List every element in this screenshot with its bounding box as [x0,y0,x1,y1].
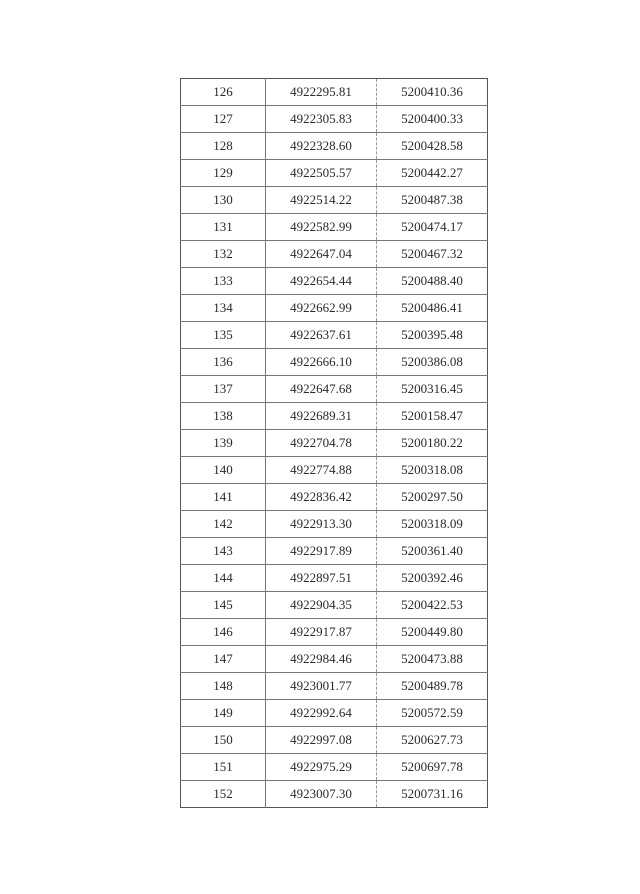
point-number-cell: 126 [181,79,266,106]
point-number-cell: 145 [181,592,266,619]
y-coordinate-cell: 5200410.36 [377,79,488,106]
y-coordinate-cell: 5200316.45 [377,376,488,403]
y-coordinate-cell: 5200361.40 [377,538,488,565]
x-coordinate-cell: 4922704.78 [266,430,377,457]
x-coordinate-cell: 4922774.88 [266,457,377,484]
y-coordinate-cell: 5200180.22 [377,430,488,457]
point-number-cell: 133 [181,268,266,295]
x-coordinate-cell: 4922582.99 [266,214,377,241]
y-coordinate-cell: 5200442.27 [377,160,488,187]
x-coordinate-cell: 4923001.77 [266,673,377,700]
y-coordinate-cell: 5200422.53 [377,592,488,619]
x-coordinate-cell: 4922836.42 [266,484,377,511]
point-number-cell: 147 [181,646,266,673]
x-coordinate-cell: 4922984.46 [266,646,377,673]
point-number-cell: 129 [181,160,266,187]
point-number-cell: 132 [181,241,266,268]
point-number-cell: 150 [181,727,266,754]
table-row [181,457,488,484]
point-number-cell: 131 [181,214,266,241]
table-row [181,619,488,646]
x-coordinate-cell: 4922305.83 [266,106,377,133]
point-number-cell: 128 [181,133,266,160]
point-number-cell: 152 [181,781,266,808]
table-row [181,79,488,106]
y-coordinate-cell: 5200489.78 [377,673,488,700]
table-row [181,430,488,457]
y-coordinate-cell: 5200318.09 [377,511,488,538]
y-coordinate-cell: 5200392.46 [377,565,488,592]
x-coordinate-cell: 4922897.51 [266,565,377,592]
y-coordinate-cell: 5200697.78 [377,754,488,781]
coordinate-table-body [181,79,488,808]
point-number-cell: 143 [181,538,266,565]
x-coordinate-cell: 4922328.60 [266,133,377,160]
table-row [181,646,488,673]
y-coordinate-cell: 5200467.32 [377,241,488,268]
point-number-cell: 136 [181,349,266,376]
x-coordinate-cell: 4922997.08 [266,727,377,754]
point-number-cell: 134 [181,295,266,322]
table-row [181,241,488,268]
table-row [181,160,488,187]
point-number-cell: 139 [181,430,266,457]
x-coordinate-cell: 4922666.10 [266,349,377,376]
coordinate-table [180,78,488,808]
table-row [181,322,488,349]
table-row [181,673,488,700]
point-number-cell: 127 [181,106,266,133]
table-row [181,268,488,295]
y-coordinate-cell: 5200474.17 [377,214,488,241]
y-coordinate-cell: 5200473.88 [377,646,488,673]
x-coordinate-cell: 4922904.35 [266,592,377,619]
table-row [181,133,488,160]
x-coordinate-cell: 4922975.29 [266,754,377,781]
x-coordinate-cell: 4922662.99 [266,295,377,322]
point-number-cell: 135 [181,322,266,349]
y-coordinate-cell: 5200428.58 [377,133,488,160]
x-coordinate-cell: 4922647.04 [266,241,377,268]
table-row [181,187,488,214]
x-coordinate-cell: 4922514.22 [266,187,377,214]
table-row [181,727,488,754]
y-coordinate-cell: 5200395.48 [377,322,488,349]
table-row [181,403,488,430]
y-coordinate-cell: 5200486.41 [377,295,488,322]
point-number-cell: 151 [181,754,266,781]
point-number-cell: 144 [181,565,266,592]
x-coordinate-cell: 4922992.64 [266,700,377,727]
x-coordinate-cell: 4922917.89 [266,538,377,565]
x-coordinate-cell: 4922637.61 [266,322,377,349]
point-number-cell: 146 [181,619,266,646]
table-row [181,349,488,376]
y-coordinate-cell: 5200386.08 [377,349,488,376]
x-coordinate-cell: 4922295.81 [266,79,377,106]
table-row [181,754,488,781]
table-row [181,538,488,565]
table-row [181,781,488,808]
y-coordinate-cell: 5200297.50 [377,484,488,511]
point-number-cell: 142 [181,511,266,538]
y-coordinate-cell: 5200487.38 [377,187,488,214]
y-coordinate-cell: 5200572.59 [377,700,488,727]
y-coordinate-cell: 5200488.40 [377,268,488,295]
table-row [181,484,488,511]
table-row [181,592,488,619]
x-coordinate-cell: 4922913.30 [266,511,377,538]
y-coordinate-cell: 5200449.80 [377,619,488,646]
point-number-cell: 130 [181,187,266,214]
table-row [181,376,488,403]
table-row [181,295,488,322]
y-coordinate-cell: 5200400.33 [377,106,488,133]
point-number-cell: 138 [181,403,266,430]
point-number-cell: 148 [181,673,266,700]
point-number-cell: 140 [181,457,266,484]
x-coordinate-cell: 4922505.57 [266,160,377,187]
x-coordinate-cell: 4922654.44 [266,268,377,295]
table-row [181,214,488,241]
point-number-cell: 137 [181,376,266,403]
point-number-cell: 141 [181,484,266,511]
y-coordinate-cell: 5200627.73 [377,727,488,754]
table-row [181,565,488,592]
y-coordinate-cell: 5200318.08 [377,457,488,484]
x-coordinate-cell: 4922689.31 [266,403,377,430]
y-coordinate-cell: 5200731.16 [401,786,463,801]
x-coordinate-cell: 4923007.30 [266,781,377,808]
table-row [181,700,488,727]
x-coordinate-cell: 4922917.87 [266,619,377,646]
table-row [181,511,488,538]
table-row [181,106,488,133]
point-number-cell: 149 [181,700,266,727]
x-coordinate-cell: 4922647.68 [266,376,377,403]
y-coordinate-cell: 5200158.47 [377,403,488,430]
